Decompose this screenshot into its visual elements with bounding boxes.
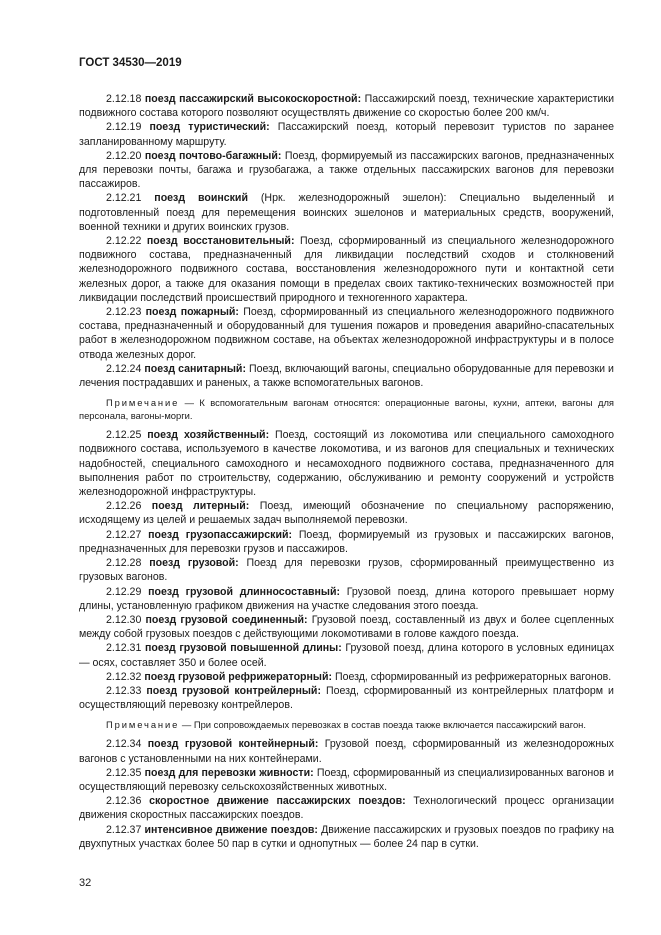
definition-term: скоростное движение пассажирских поездов:: [149, 795, 406, 808]
definition-number: 2.12.37: [106, 823, 142, 836]
definition-text: Грузовой поезд, составленный из двух и более сцепленных между собой грузовых поездов с действующими локомотивами в голове каждого поезда.: [79, 613, 614, 641]
note-text: — При сопровождаемых перевозках в состав поезда также включается пассажирский вагон.: [181, 719, 586, 731]
note-2: [79, 718, 614, 731]
definition-paragraph: [79, 670, 614, 684]
definition-number: 2.12.31: [106, 642, 142, 655]
definition-term: поезд хозяйственный:: [147, 429, 270, 442]
note-1: [79, 396, 614, 422]
definition-paragraph: [79, 766, 614, 794]
definition-text: Грузовой поезд, сформированный из железнодорожных вагонов с установленными на них контейнерами.: [79, 738, 614, 765]
definition-text: Поезд, сформированный из контрейлерных платформ и осуществляющий перевозку контрейлеров.: [79, 684, 614, 712]
definition-term: поезд грузовой длинносоставный:: [148, 585, 341, 598]
definition-term: поезд грузовой контейнерный:: [147, 738, 319, 751]
definition-number: 2.12.28: [106, 557, 142, 570]
document-header: ГОСТ 34530—2019: [79, 57, 182, 69]
definition-text: Движение пассажирских и грузовых поездов по графику на двухпутных участках более 50 пар в сутки и однопутных — более 24 пар в сутки.: [79, 823, 614, 850]
definition-text: Грузовой поезд, длина которого в условных единицах — осях, составляет 350 и более осей.: [79, 642, 614, 669]
definition-text: Поезд, формируемый из пассажирских вагонов, предназначенных для перевозки почты, багажа и грузобагажа, а также отдельных пассажирских вагонов для перевозки пассажиров.: [79, 149, 614, 191]
definition-text: Поезд, сформированный из специализированных вагонов и осуществляющий перевозку сельскохозяйственных животных.: [79, 766, 614, 793]
definition-term: поезд для перевозки живности:: [144, 766, 314, 779]
note-text: — К вспомогательным вагонам относятся: операционные вагоны, кухни, аптеки, вагоны для персонала, вагоны-морги.: [79, 397, 614, 422]
definition-paragraph: [79, 613, 614, 641]
definition-number: 2.12.21: [106, 192, 142, 205]
definition-text: Поезд, сформированный из специального железнодорожного подвижного состава, предназначенный и оборудованный для тушения пожаров и проведения аварийно-спасательных работ в железнодорожном подвижном составе, на объектах железнодорожной инфраструктуры и в полосе отвода железных дорог.: [79, 306, 614, 361]
page-number: 32: [79, 877, 92, 889]
definition-number: 2.12.34: [106, 738, 142, 751]
definition-paragraph: [79, 120, 614, 148]
definition-number: 2.12.20: [106, 149, 142, 162]
definition-term: поезд грузовой:: [149, 557, 239, 570]
definition-number: 2.12.25: [106, 429, 142, 442]
document-body: [79, 92, 614, 851]
definition-term: поезд грузопассажирский:: [148, 528, 293, 541]
definition-paragraph: [79, 428, 614, 499]
definition-number: 2.12.30: [106, 613, 142, 626]
definition-text: (Нрк. железнодорожный эшелон): Специально выделенный и подготовленный поезд для перемещения воинских эшелонов и материальных средств, вооружений, военной техники и других воинских грузов.: [79, 192, 614, 233]
definition-number: 2.12.36: [106, 795, 142, 808]
definition-number: 2.12.18: [106, 93, 142, 105]
definition-paragraph: [79, 92, 614, 120]
definition-number: 2.12.19: [106, 121, 142, 134]
definition-term: поезд грузовой повышенной длины:: [144, 642, 342, 655]
definition-term: интенсивное движение поездов:: [144, 823, 318, 836]
definition-text: Технологический процесс организации движения скоростных пассажирских поездов.: [79, 795, 614, 822]
definition-paragraph: [79, 556, 614, 584]
definition-term: поезд пассажирский высокоскоростной:: [144, 93, 362, 105]
definition-text: Поезд, включающий вагоны, специально оборудованные для перевозки и лечения пострадавших и раненых, а также вспомогательных вагонов.: [79, 362, 614, 390]
definition-term: поезд туристический:: [149, 121, 270, 134]
note-label: Примечание: [106, 397, 180, 409]
definition-term: поезд грузовой рефрижераторный:: [144, 670, 332, 683]
definition-text: Поезд, сформированный из рефрижераторных вагонов.: [334, 670, 612, 683]
note-label: Примечание: [106, 719, 180, 731]
definition-term: поезд почтово-багажный:: [144, 149, 282, 162]
definition-term: поезд грузовой соединенный:: [145, 613, 308, 626]
definition-paragraph: [79, 794, 614, 822]
definition-text: Поезд, формируемый из грузовых и пассажирских вагонов, предназначенных для перевозки грузов и пассажиров.: [79, 528, 615, 555]
definition-term: поезд грузовой контрейлерный:: [146, 684, 321, 697]
definition-text: Поезд, сформированный из специального железнодорожного подвижного состава, предназначенный для ликвидации последствий сходов и столкновений железнодорожного подвижного состава, восстановления железнодорожного пути и контактной сети железных дорог, а также для оказания помощи в пределах своих тактико-технических возможностей при ликвидации последствий происшествий природного и техногенного характера.: [79, 235, 614, 304]
definition-text: Поезд для перевозки грузов, сформированный преимущественно из грузовых вагонов.: [79, 557, 614, 584]
definitions-group-3: [79, 737, 614, 851]
definition-paragraph: [79, 191, 614, 234]
definition-number: 2.12.32: [106, 670, 142, 683]
definition-term: поезд восстановительный:: [146, 235, 295, 248]
definition-number: 2.12.24: [106, 362, 142, 375]
definition-paragraph: [79, 684, 614, 712]
definition-term: поезд санитарный:: [144, 362, 246, 375]
definition-paragraph: [79, 362, 614, 390]
definition-paragraph: [79, 641, 614, 669]
definition-text: Пассажирский поезд, технические характеристики подвижного состава которого позволяют осуществлять движение со скоростью более 200 км/ч.: [79, 93, 614, 120]
definition-paragraph: [79, 149, 614, 192]
definition-term: поезд литерный:: [151, 500, 250, 513]
definition-paragraph: [79, 499, 614, 527]
definition-text: Грузовой поезд, длина которого превышает норму длины, установленную графиком движения на участке следования этого поезда.: [79, 585, 614, 612]
definition-paragraph: [79, 585, 614, 613]
definition-paragraph: [79, 823, 614, 851]
definition-text: Поезд, имеющий обозначение по специальному распоряжению, исходящему из целей и решаемых задач выполняемой перевозки.: [79, 500, 614, 527]
definition-number: 2.12.26: [106, 500, 142, 513]
definition-paragraph: [79, 528, 614, 556]
definition-paragraph: [79, 305, 614, 362]
definition-paragraph: [79, 234, 614, 305]
definition-number: 2.12.23: [106, 306, 142, 319]
definition-paragraph: [79, 737, 614, 765]
definition-number: 2.12.35: [106, 766, 142, 779]
definitions-group-1: [79, 92, 614, 390]
definition-number: 2.12.22: [106, 235, 142, 248]
definition-number: 2.12.29: [106, 585, 142, 598]
definition-text: Поезд, состоящий из локомотива или специального самоходного подвижного состава, используемого в качестве локомотива, и из вагонов для специальных и технических надобностей, специального самоходного и несамоходного подвижного состава, предназначенного для выполнения работ по строительству, содержанию, обслуживанию и ремонту сооружений и устройств железнодорожной инфраструктуры.: [79, 429, 614, 499]
definition-number: 2.12.33: [106, 684, 142, 697]
definition-term: поезд воинский: [154, 192, 248, 205]
definition-term: поезд пожарный:: [145, 306, 239, 319]
definitions-group-2: [79, 428, 614, 712]
definition-number: 2.12.27: [106, 528, 142, 541]
definition-text: Пассажирский поезд, который перевозит туристов по заранее запланированному маршруту.: [79, 121, 614, 148]
